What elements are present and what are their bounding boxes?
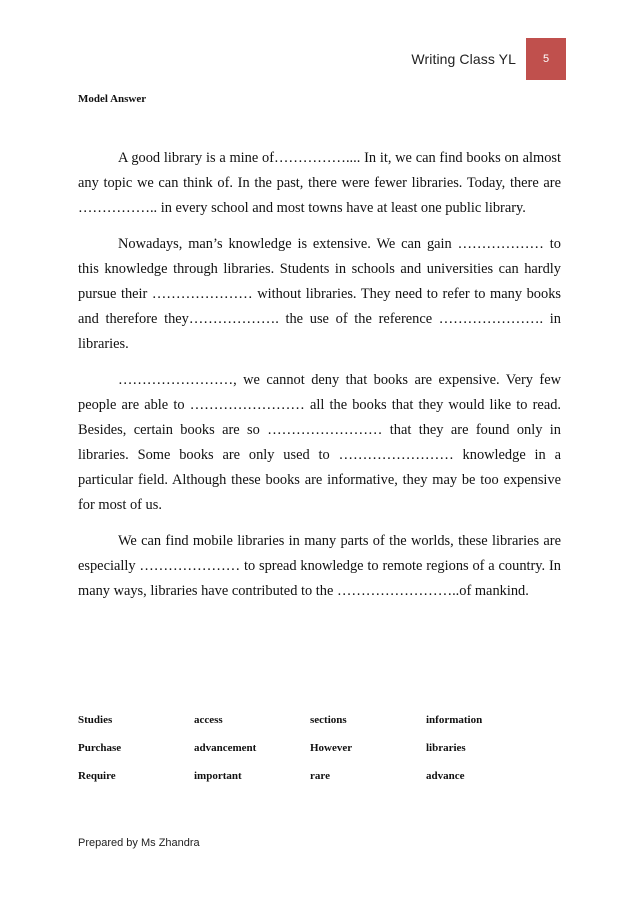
word-bank-item: sections: [310, 714, 347, 726]
paragraph-4: We can find mobile libraries in many parts of the worlds, these libraries are especially ………………… to spread knowledge to remote regions of a country. In many ways, libraries have contributed to the ……………………..of mankind.: [78, 533, 561, 599]
word-bank-item: libraries: [426, 742, 466, 754]
section-title: Model Answer: [78, 93, 147, 105]
word-bank: [78, 714, 498, 783]
header-title: Writing Class YL: [411, 51, 516, 67]
page-number-badge: 5: [526, 38, 566, 80]
word-bank-item: Purchase: [78, 742, 122, 754]
page-footer: Prepared by Ms Zhandra: [78, 837, 200, 849]
body-text: [78, 146, 561, 615]
word-bank-item: Studies: [78, 714, 113, 726]
word-bank-item: important: [194, 770, 242, 782]
word-bank-item: advancement: [194, 742, 257, 754]
paragraph-2: Nowadays, man’s knowledge is extensive. We can gain ……………… to this knowledge through libraries. Students in schools and universities can hardly pursue their ………………… without libraries. They need to refer to many books and therefore they………………. the use of the reference …………………. in libraries.: [78, 236, 561, 352]
page-header: [411, 38, 566, 80]
word-bank-item: advance: [426, 770, 465, 782]
word-bank-item: Require: [78, 770, 116, 782]
paragraph-1: A good library is a mine of…………….... In it, we can find books on almost any topic we can think of. In the past, there were fewer libraries. Today, there are …………….. in every school and most towns have at least one public library.: [78, 150, 561, 216]
word-bank-item: However: [310, 742, 353, 754]
word-bank-item: rare: [310, 770, 330, 782]
word-bank-item: information: [426, 714, 483, 726]
paragraph-3: ……………………, we cannot deny that books are expensive. Very few people are able to …………………… all the books that they would like to read. Besides, certain books are so …………………… that they are found only in libraries. Some books are only used to …………………… knowledge in a particular field. Although these books are informative, they may be too expensive for most of us.: [78, 372, 561, 513]
word-bank-item: access: [194, 714, 223, 726]
